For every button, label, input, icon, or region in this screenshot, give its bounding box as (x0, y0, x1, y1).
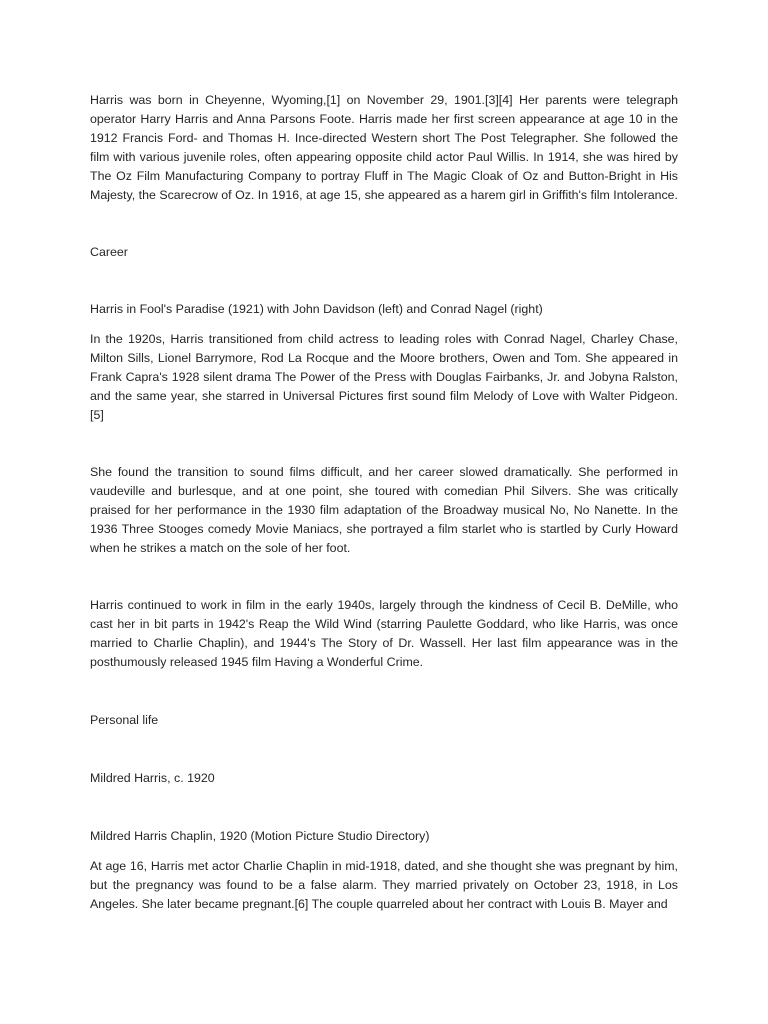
heading-personal-life: Personal life (90, 713, 159, 727)
paragraph-1940s: Harris continued to work in film in the early 1940s, largely through the kindness of Cecil B. DeMille, who cast her in bit parts in 1942's Reap the Wild Wind (starring Paulette Goddard, who like Harris, was once married to Charlie Chaplin), and 1944's The Story of Dr. Wassell. Her last film appearance was in the posthumously released 1945 film Having a Wonderful Crime. (90, 598, 678, 669)
caption-mildred-harris-chaplin: Mildred Harris Chaplin, 1920 (Motion Picture Studio Directory) (90, 829, 430, 843)
caption-mildred-harris: Mildred Harris, c. 1920 (90, 771, 215, 785)
heading-career: Career (90, 245, 128, 259)
paragraph-sound-films: She found the transition to sound films difficult, and her career slowed dramatically. She performed in vaudeville and burlesque, and at one point, she toured with comedian Phil Silvers. She was critically praised for her performance in the 1930 film adaptation of the Broadway musical No, No Nanette. In the 1936 Three Stooges comedy Movie Maniacs, she portrayed a film starlet who is startled by Curly Howard when he strikes a match on the sole of her foot. (90, 465, 678, 555)
caption-fools-paradise: Harris in Fool's Paradise (1921) with John Davidson (left) and Conrad Nagel (right) (90, 302, 543, 316)
paragraph-personal-life: At age 16, Harris met actor Charlie Chaplin in mid-1918, dated, and she thought she was pregnant by him, but the pregnancy was found to be a false alarm. They married privately on October 23, 1918, in Los Angeles. She later became pregnant.[6] The couple quarreled about her contract with Louis B. Mayer and (90, 859, 678, 911)
paragraph-early-life: Harris was born in Cheyenne, Wyoming,[1] on November 29, 1901.[3][4] Her parents were telegraph operator Harry Harris and Anna Parsons Foote. Harris made her first screen appearance at age 10 in the 1912 Francis Ford- and Thomas H. Ince-directed Western short The Post Telegrapher. She followed the film with various juvenile roles, often appearing opposite child actor Paul Willis. In 1914, she was hired by The Oz Film Manufacturing Company to portray Fluff in The Magic Cloak of Oz and Button-Bright in His Majesty, the Scarecrow of Oz. In 1916, at age 15, she appeared as a harem girl in Griffith's film Intolerance. (90, 93, 679, 202)
paragraph-career-1920s: In the 1920s, Harris transitioned from child actress to leading roles with Conrad Nagel, Charley Chase, Milton Sills, Lionel Barrymore, Rod La Rocque and the Moore brothers, Owen and Tom. She appeared in Frank Capra's 1928 silent drama The Power of the Press with Douglas Fairbanks, Jr. and Jobyna Ralston, and the same year, she starred in Universal Pictures first sound film Melody of Love with Walter Pidgeon.[5] (90, 332, 678, 422)
